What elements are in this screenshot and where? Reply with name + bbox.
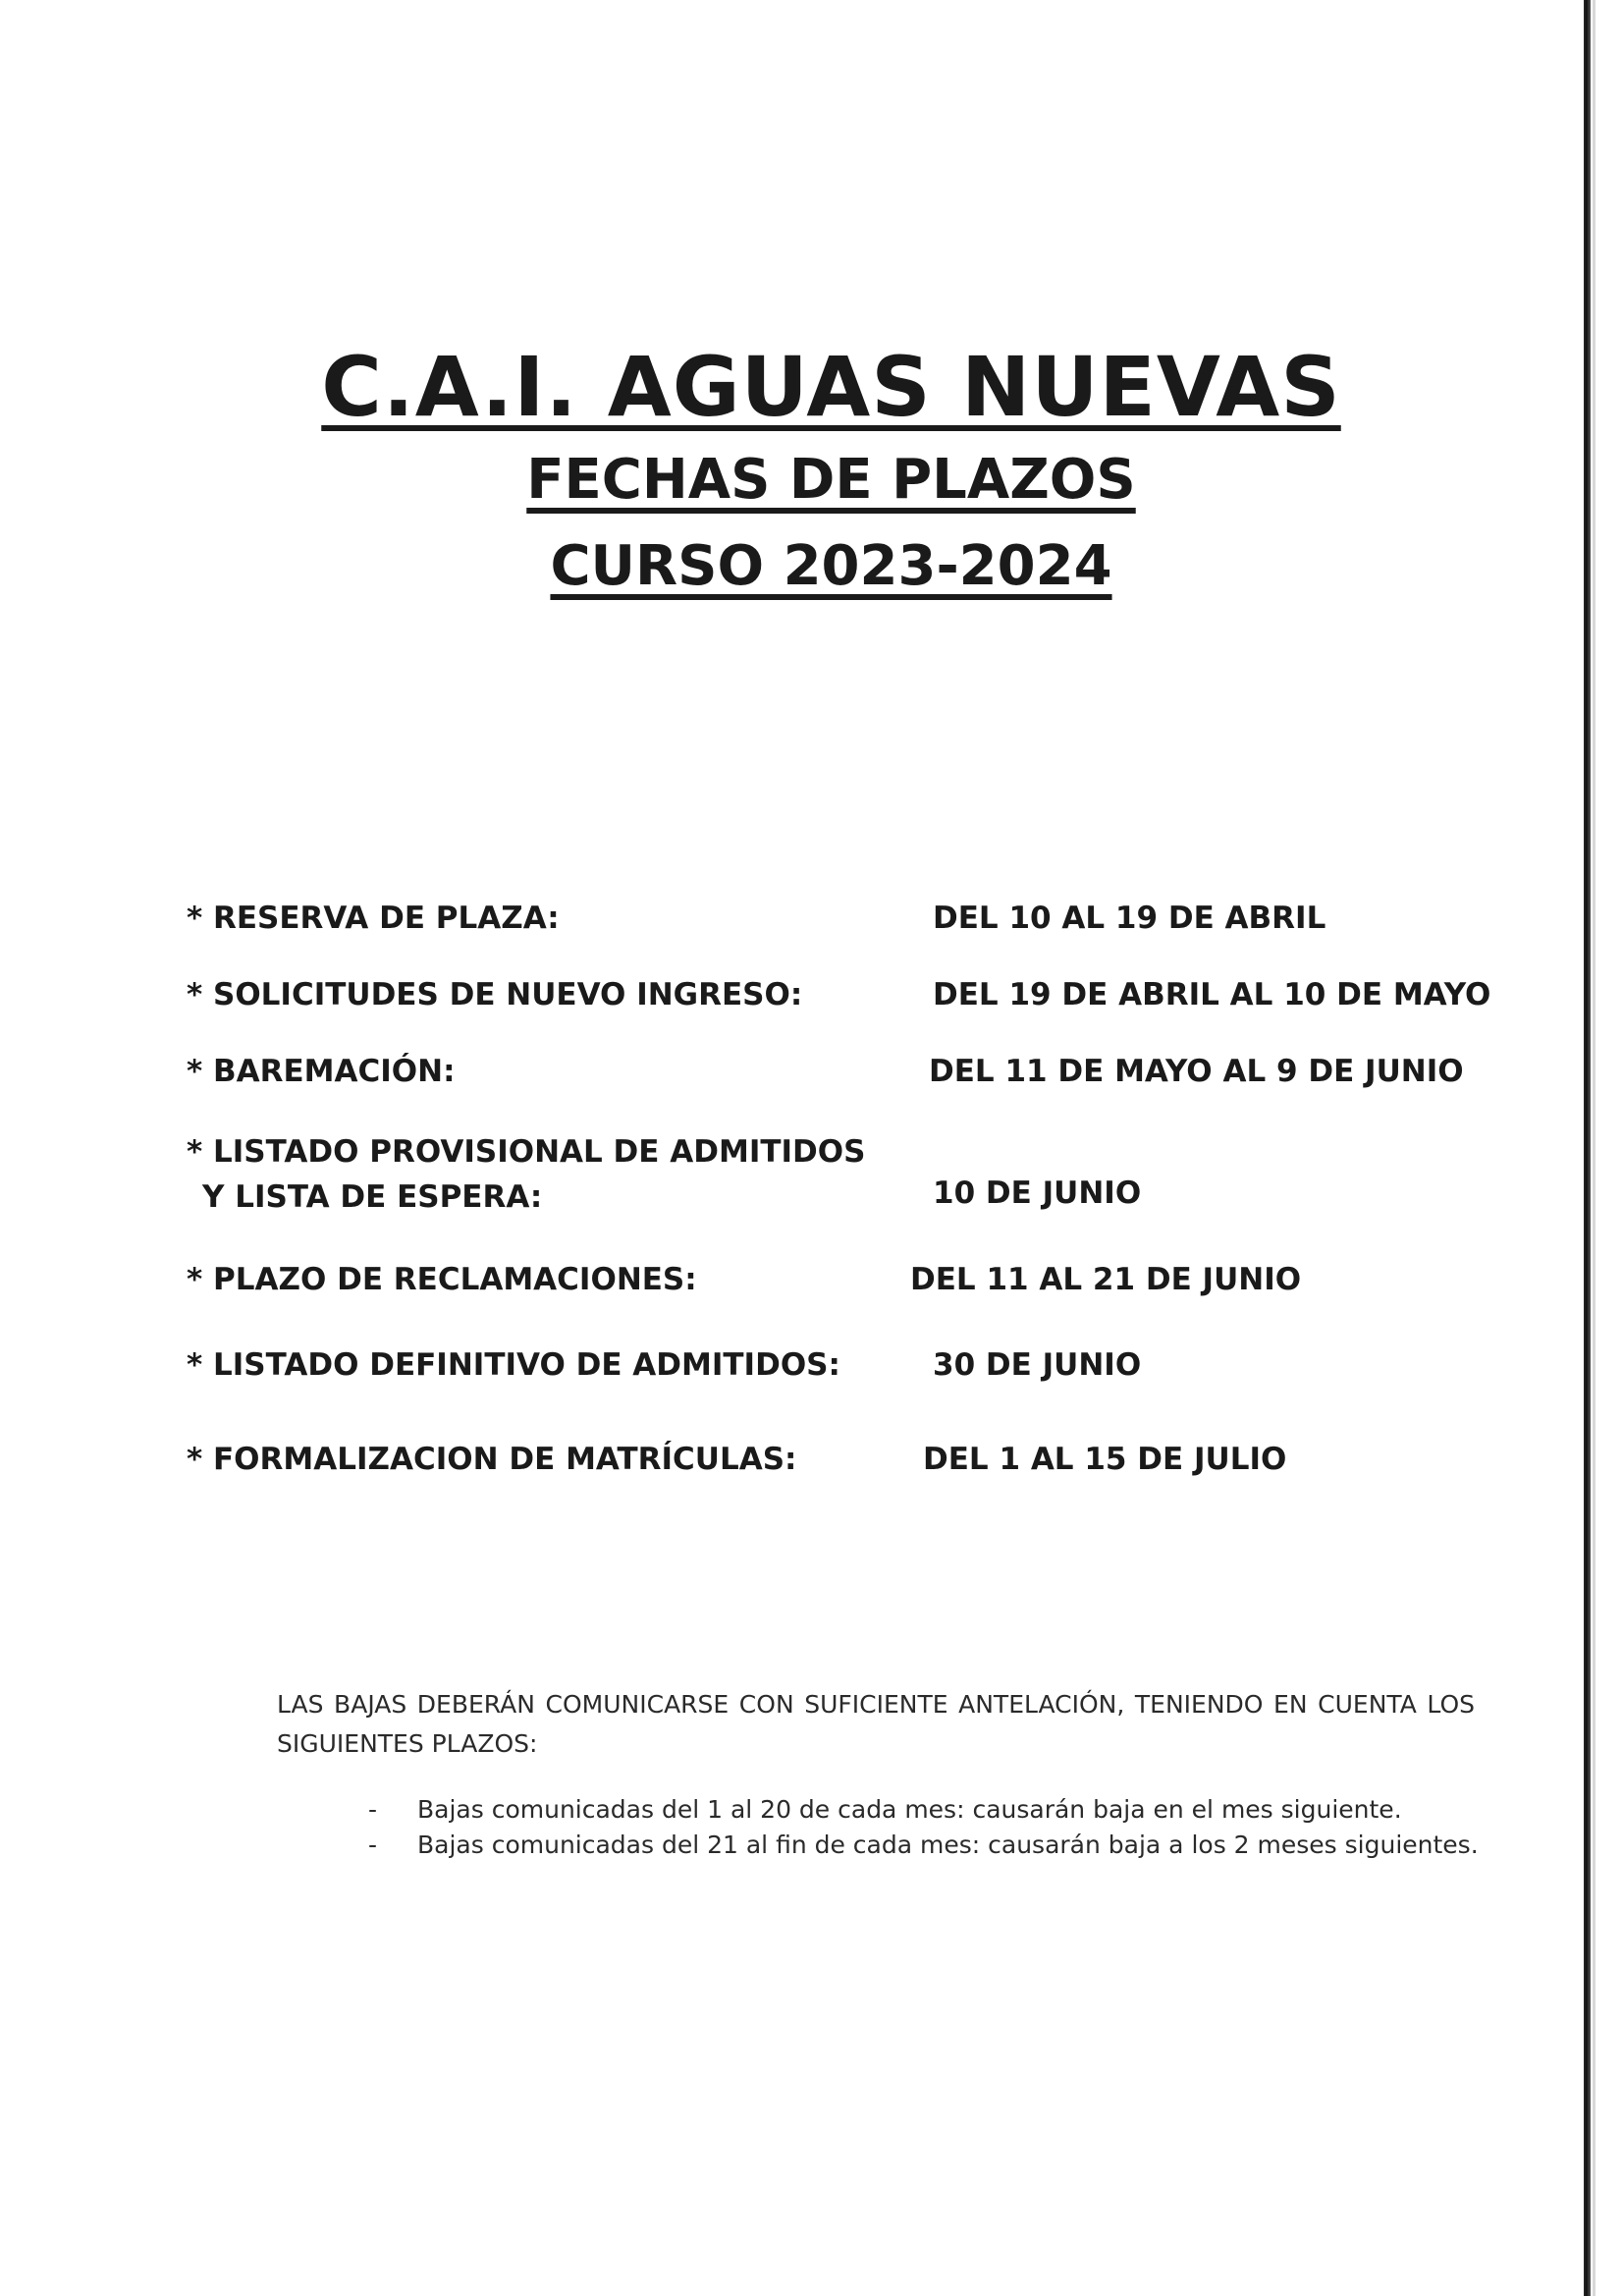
schedule-date-baremacion: DEL 11 DE MAYO AL 9 DE JUNIO bbox=[929, 1054, 1464, 1089]
list-item bbox=[368, 1828, 1479, 1863]
schedule-label-reserva: * RESERVA DE PLAZA: bbox=[187, 901, 560, 936]
schedule-label-baremacion: * BAREMACIÓN: bbox=[187, 1054, 456, 1089]
schedule-date-listado-provisional: 10 DE JUNIO bbox=[933, 1175, 1142, 1211]
withdrawal-rules-list bbox=[368, 1792, 1479, 1863]
list-item-text: Bajas comunicadas del 1 al 20 de cada mes: causarán baja en el mes siguiente. bbox=[417, 1795, 1402, 1824]
list-item bbox=[368, 1792, 1479, 1828]
course-heading: CURSO 2023-2024 bbox=[550, 534, 1112, 598]
schedule-date-reclamaciones: DEL 11 AL 21 DE JUNIO bbox=[910, 1262, 1302, 1297]
withdrawal-notice: LAS BAJAS DEBERÁN COMUNICARSE CON SUFICIENTE ANTELACIÓN, TENIENDO EN CUENTA LOS SIGUIENTES PLAZOS: bbox=[277, 1690, 1475, 1758]
schedule-date-solicitudes: DEL 19 DE ABRIL AL 10 DE MAYO bbox=[933, 977, 1491, 1012]
schedule-label-listado-provisional-line2: Y LISTA DE ESPERA: bbox=[202, 1179, 543, 1215]
schedule-date-reserva: DEL 10 AL 19 DE ABRIL bbox=[933, 901, 1326, 936]
list-item-text: Bajas comunicadas del 21 al fin de cada mes: causarán baja a los 2 meses siguientes. bbox=[417, 1831, 1479, 1859]
schedule-date-listado-definitivo: 30 DE JUNIO bbox=[933, 1347, 1142, 1383]
schedule-label-matriculas: * FORMALIZACION DE MATRÍCULAS: bbox=[187, 1442, 797, 1477]
schedule-label-listado-provisional-line1: * LISTADO PROVISIONAL DE ADMITIDOS bbox=[187, 1134, 866, 1170]
schedule-label-listado-definitivo: * LISTADO DEFINITIVO DE ADMITIDOS: bbox=[187, 1347, 840, 1383]
schedule-date-matriculas: DEL 1 AL 15 DE JULIO bbox=[923, 1442, 1287, 1477]
bullet-marker: - bbox=[368, 1831, 378, 1859]
schedule-label-solicitudes: * SOLICITUDES DE NUEVO INGRESO: bbox=[187, 977, 803, 1012]
schedule-label-reclamaciones: * PLAZO DE RECLAMACIONES: bbox=[187, 1262, 697, 1297]
schedule-label-listado-provisional bbox=[187, 1129, 865, 1220]
page-subtitle: FECHAS DE PLAZOS bbox=[526, 448, 1136, 512]
page-title: C.A.I. AGUAS NUEVAS bbox=[321, 339, 1341, 435]
bullet-marker: - bbox=[368, 1795, 378, 1824]
